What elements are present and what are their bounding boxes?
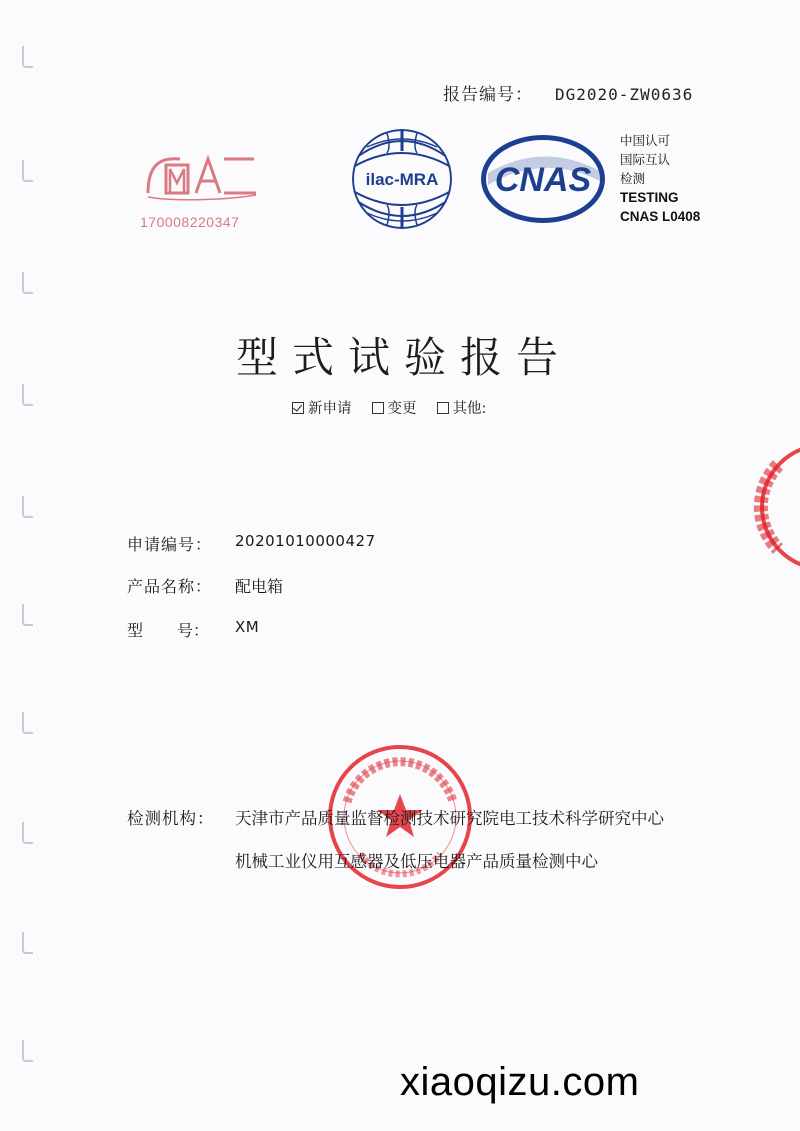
model-value: XM [235,618,260,636]
watermark-text: xiaoqizu.com [400,1060,640,1104]
option-new-application[interactable] [292,397,352,418]
binding-mark [22,272,33,294]
option-change[interactable] [372,397,417,418]
binding-mark [22,160,33,182]
model-label-part: 号： [176,621,209,640]
accreditation-testing: TESTING [620,190,679,205]
application-number-value: 20201010000427 [235,532,376,550]
binding-mark [22,932,33,954]
model-label-part: 型 [127,621,144,640]
field-label [127,618,209,641]
option-label: 其他: [452,401,487,417]
organization-name-line1: 天津市产品质量监督检测技术研究院电工技术科学研究中心 [235,809,664,828]
accreditation-info [620,131,700,226]
report-number-label: 报告编号： [443,85,533,105]
binding-mark [22,46,33,68]
ilac-mra-logo [347,127,457,232]
field-label: 申请编号： [127,535,213,554]
organization-name-line2: 机械工业仪用互感器及低压电器产品质量检测中心 [235,852,598,871]
accreditation-line: 中国认可 [620,133,671,148]
cma-certificate-code: 170008220347 [140,214,240,230]
accreditation-number: CNAS L0408 [620,209,701,224]
report-number [443,80,693,105]
ilac-mra-text: ilac-MRA [365,170,439,189]
field-label: 产品名称： [127,577,213,596]
option-label: 变更 [387,401,417,417]
binding-mark [22,822,33,844]
checkbox-icon[interactable] [437,402,449,414]
report-number-value: DG2020-ZW0636 [555,85,694,104]
field-label: 检测机构： [127,809,215,828]
checkbox-checked-icon[interactable] [292,402,304,414]
checkbox-icon[interactable] [372,402,384,414]
binding-mark [22,1040,33,1062]
binding-mark [22,604,33,626]
product-name-row [127,574,283,597]
application-type-options [292,397,486,418]
accreditation-line: 国际互认 [620,152,671,167]
option-other[interactable] [437,397,487,418]
side-seal-stamp [752,435,800,580]
binding-mark [22,496,33,518]
application-number-row [127,532,376,555]
model-row [127,618,259,641]
accreditation-line: 检测 [620,171,646,186]
binding-mark [22,712,33,734]
document-title: 型式试验报告 [235,333,572,382]
testing-organization [127,805,664,829]
cnas-text: CNAS [494,161,592,199]
binding-mark [22,384,33,406]
product-name-value: 配电箱 [235,577,284,596]
option-label: 新申请 [308,401,352,417]
cnas-logo [478,133,608,225]
